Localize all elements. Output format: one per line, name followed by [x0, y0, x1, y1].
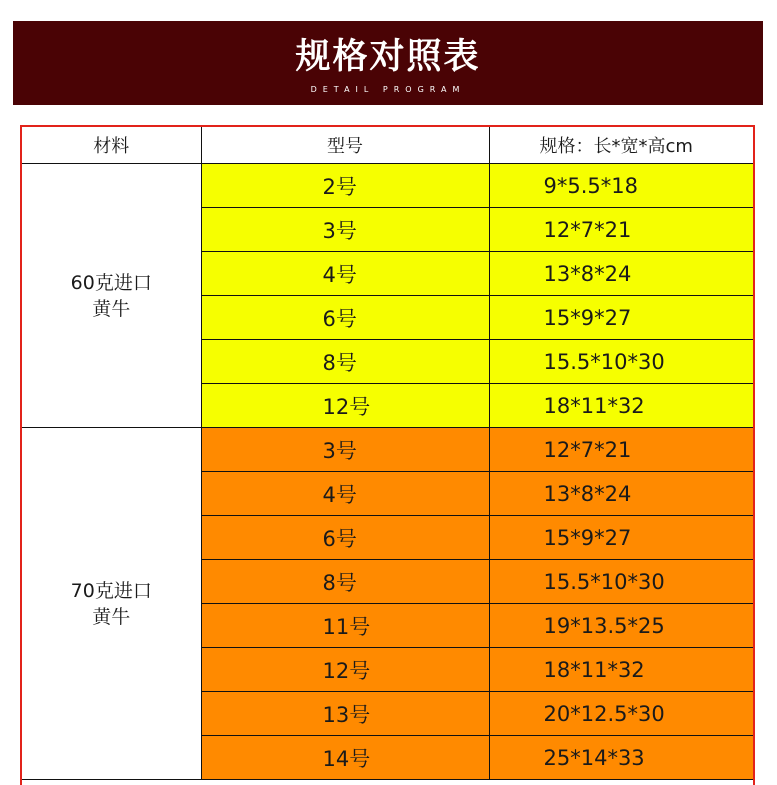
spec-table: [22, 127, 755, 780]
dims-cell: 18*11*32: [489, 384, 755, 428]
dims-cell: 13*8*24: [489, 252, 755, 296]
table-row: [22, 164, 755, 208]
dims-cell: 15.5*10*30: [489, 340, 755, 384]
dims-cell: 9*5.5*18: [489, 164, 755, 208]
model-cell: 6号: [201, 296, 489, 340]
header-model: 型号: [201, 127, 489, 164]
title-banner: [13, 21, 763, 105]
page-title: 规格对照表: [295, 37, 481, 77]
header-spec: 规格：长*宽*高cm: [489, 127, 755, 164]
model-cell: 3号: [201, 208, 489, 252]
dims-cell: 12*7*21: [489, 428, 755, 472]
header-material: 材料: [22, 127, 201, 164]
dims-cell: 25*14*33: [489, 736, 755, 780]
model-cell: 8号: [201, 340, 489, 384]
material-label: 70克进口: [70, 579, 152, 602]
model-cell: 4号: [201, 472, 489, 516]
dims-cell: 19*13.5*25: [489, 604, 755, 648]
model-cell: 6号: [201, 516, 489, 560]
model-cell: 14号: [201, 736, 489, 780]
page-subtitle: DETAIL PROGRAM: [310, 85, 466, 94]
dims-cell: 18*11*32: [489, 648, 755, 692]
dims-cell: 15.5*10*30: [489, 560, 755, 604]
table-row: [22, 428, 755, 472]
material-label: 黄牛: [92, 297, 131, 320]
dims-cell: 13*8*24: [489, 472, 755, 516]
dims-cell: 15*9*27: [489, 296, 755, 340]
model-cell: 11号: [201, 604, 489, 648]
material-cell: [22, 428, 201, 780]
table-header-row: [22, 127, 755, 164]
dims-cell: 12*7*21: [489, 208, 755, 252]
model-cell: 8号: [201, 560, 489, 604]
model-cell: 12号: [201, 648, 489, 692]
model-cell: 3号: [201, 428, 489, 472]
dims-cell: 20*12.5*30: [489, 692, 755, 736]
model-cell: 4号: [201, 252, 489, 296]
material-label: 60克进口: [70, 271, 152, 294]
material-label: 黄牛: [92, 605, 131, 628]
model-cell: 2号: [201, 164, 489, 208]
material-cell: [22, 164, 201, 428]
spec-table-frame: [20, 125, 755, 785]
model-cell: 13号: [201, 692, 489, 736]
model-cell: 12号: [201, 384, 489, 428]
dims-cell: 15*9*27: [489, 516, 755, 560]
